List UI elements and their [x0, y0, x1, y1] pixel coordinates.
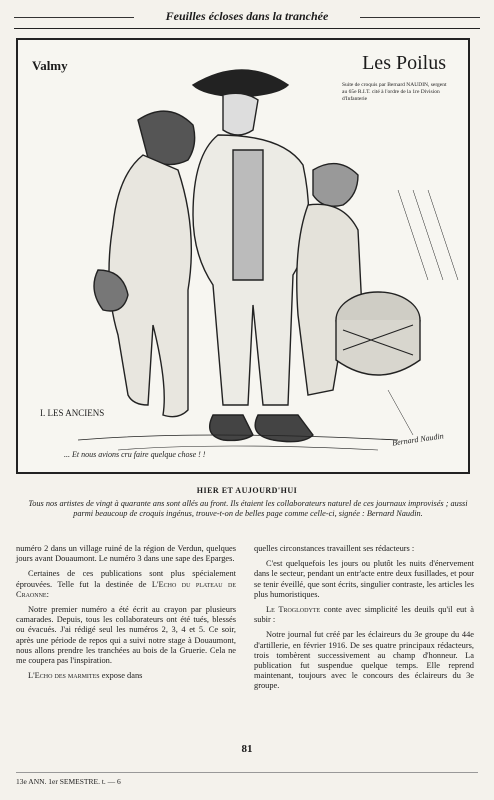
- intro-paragraph: Tous nos artistes de vingt à quarante ans sont allés au front. Ils étaient les collaborateurs naturel de ces journaux improvisés ; aussi parmi beaucoup de croquis ingénus, trouve-t-on de belles page comme celle-ci, signée : Bernard Naudin.: [28, 499, 468, 518]
- quote-paragraph: C'est quelquefois les jours ou plutôt les nuits d'énervement dans le secteur, pendant un entr'acte entre deux fusillades, et pour se tenir éveillé, que sont écrits, singulier contraste, les articles les plus humoristiques.: [254, 559, 474, 599]
- text-run: :: [46, 589, 49, 599]
- artist-signature: Bernard Naudin: [391, 431, 445, 448]
- text-run: conte avec simplicité les deuils qu'il eut à subir :: [254, 605, 474, 625]
- footer-left: 13e ANN. 1er SEMESTRE. t. — 6: [16, 777, 121, 786]
- figure-caption: ... Et nous avions cru faire quelque chose ! !: [64, 450, 206, 459]
- right-paragraph: [254, 605, 474, 625]
- figure-left-title: Valmy: [32, 58, 68, 73]
- quote-paragraph: Notre premier numéro a été écrit au crayon par plusieurs camarades. Depuis, tous les collaborateurs ont été tués, blessés ou évacués. J'ai rédigé seul les numéros 2, 3, 4 et 5. Ce soir, après une période de repos qui a suivi notre stage à Douaumont, nous allons prendre les tranchées au bois de la Gruerie. Cela ne me coupera pas l'inspiration.: [16, 605, 236, 666]
- left-column: [16, 544, 236, 686]
- text-run: Certaines de ces publications sont plus spécialement éprouvées. Telle fut la destinée de: [16, 569, 236, 589]
- publication-name: Le Troglodyte: [266, 605, 321, 615]
- publication-name: L'Echo des marmites: [28, 671, 100, 681]
- left-paragraph: [16, 569, 236, 600]
- illustration: [16, 38, 470, 474]
- quote-paragraph: Notre journal fut créé par les éclaireurs du 3e groupe du 44e d'artillerie, en février 1916. De ses quatre principaux rédacteurs, trois tombèrent successivement au champ d'honneur. La publication fut suspendue quelque temps. Elle reprend maintenant, toujours avec le concours des éclaireurs du 3e groupe.: [254, 630, 474, 691]
- right-column: [254, 544, 474, 697]
- page-number: 81: [241, 743, 253, 755]
- left-paragraph: [16, 671, 236, 681]
- text-run: expose dans: [99, 671, 143, 681]
- footer: [16, 772, 478, 786]
- right-paragraph: quelles circonstances travaillent ses rédacteurs :: [254, 544, 415, 553]
- body-columns: [16, 544, 478, 740]
- figure-credit: Suite de croquis par Bernard NAUDIN, sergent au 65e R.I.T. cité à l'ordre de la 1re Division d'Infanterie: [342, 82, 447, 102]
- head-rule-left: [14, 17, 134, 18]
- running-head-text: Feuilles écloses dans la tranchée: [165, 9, 329, 23]
- running-head: [14, 6, 480, 29]
- section-title: HIER ET AUJOURD'HUI: [196, 486, 298, 495]
- head-rule-right: [360, 17, 480, 18]
- figure-label: I. LES ANCIENS: [40, 408, 105, 418]
- left-paragraph: numéro 2 dans un village ruiné de la région de Verdun, quelques jours avant Douaumont. Le numéro 3 dans une sape des Eparges.: [16, 544, 236, 564]
- figure-right-title: Les Poilus: [362, 52, 446, 74]
- publication-name: L'Echo du plateau de Craonne: [16, 579, 236, 599]
